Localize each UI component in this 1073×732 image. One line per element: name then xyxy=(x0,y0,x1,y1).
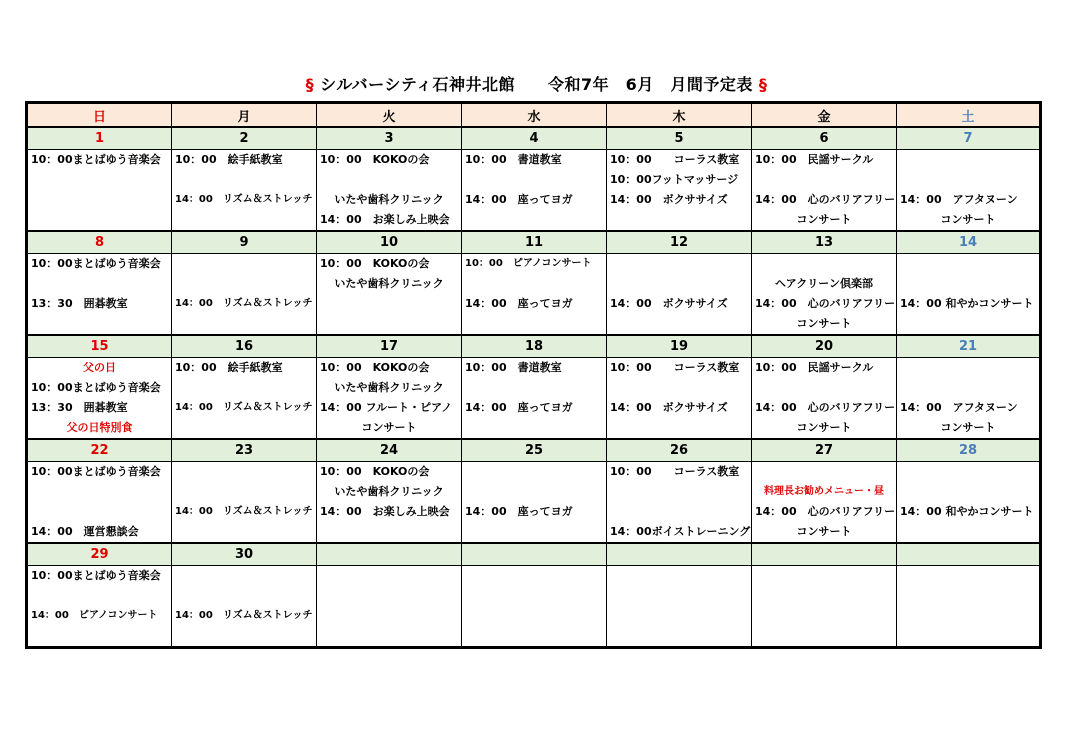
event-line xyxy=(28,170,171,190)
date-cell: 16 xyxy=(172,335,317,358)
event-line xyxy=(317,586,461,606)
day-events-cell xyxy=(607,150,752,232)
event-line xyxy=(897,274,1039,294)
date-cell: 9 xyxy=(172,231,317,254)
event-line: 14：00 心のバリアフリー xyxy=(755,297,896,310)
event-line xyxy=(607,586,751,606)
event-line xyxy=(752,606,896,626)
event-line: 14：00 リズム＆ストレッチ xyxy=(175,298,313,309)
event-line xyxy=(28,210,171,230)
event-line: 料理長お勧めメニュー・昼 xyxy=(764,486,884,497)
event-line: 13：30 囲碁教室 xyxy=(31,401,128,414)
event-line xyxy=(462,378,606,398)
event-line xyxy=(897,586,1039,606)
day-events-cell xyxy=(172,462,317,544)
event-line: 10：00 コーラス教室 xyxy=(610,153,740,166)
day-events-cell xyxy=(317,566,462,648)
event-line xyxy=(462,566,606,586)
date-cell xyxy=(317,543,462,566)
event-line: 14：00 ボクササイズ xyxy=(610,297,728,310)
event-line xyxy=(462,462,606,482)
events-row xyxy=(27,358,1041,440)
event-line: コンサート xyxy=(940,421,996,434)
event-line: 13：30 囲碁教室 xyxy=(31,297,128,310)
event-line xyxy=(752,378,896,398)
day-events-cell xyxy=(462,358,607,440)
date-cell: 7 xyxy=(897,127,1041,150)
date-cell xyxy=(897,543,1041,566)
day-events-cell xyxy=(607,254,752,336)
event-line xyxy=(172,274,316,294)
date-cell: 3 xyxy=(317,127,462,150)
event-line xyxy=(317,294,461,314)
event-line xyxy=(462,586,606,606)
event-line: コンサート xyxy=(796,317,852,330)
event-line: 10：00まとばゆう音楽会 xyxy=(31,153,161,166)
event-line: いたや歯科クリニック xyxy=(334,381,444,394)
day-events-cell xyxy=(897,254,1041,336)
date-cell: 6 xyxy=(752,127,897,150)
event-line: 10：00まとばゆう音楽会 xyxy=(31,465,161,478)
event-line: 10：00 コーラス教室 xyxy=(610,361,740,374)
event-line: 10：00 書道教室 xyxy=(465,153,562,166)
events-row xyxy=(27,150,1041,232)
day-events-cell xyxy=(462,462,607,544)
weekday-header-sun: 日 xyxy=(27,103,172,128)
event-line: いたや歯科クリニック xyxy=(334,485,444,498)
event-line xyxy=(172,462,316,482)
event-line xyxy=(317,314,461,334)
event-line: 14：00 座ってヨガ xyxy=(465,505,573,518)
event-line xyxy=(897,254,1039,274)
event-line xyxy=(897,358,1039,378)
event-line xyxy=(172,522,316,542)
day-events-cell xyxy=(752,254,897,336)
event-line: 14：00 心のバリアフリー xyxy=(755,193,896,206)
event-line xyxy=(897,314,1039,334)
date-cell: 18 xyxy=(462,335,607,358)
event-line xyxy=(172,314,316,334)
event-line xyxy=(462,626,606,646)
day-events-cell xyxy=(752,462,897,544)
event-line: 10：00 民謡サークル xyxy=(755,153,874,166)
weekday-header-wed: 水 xyxy=(462,103,607,128)
event-line: 10：00 KOKOの会 xyxy=(320,257,430,270)
event-line: 14：00 ピアノコンサート xyxy=(31,610,158,621)
event-line xyxy=(607,606,751,626)
event-line xyxy=(28,274,171,294)
date-cell: 1 xyxy=(27,127,172,150)
event-line xyxy=(607,482,751,502)
date-row xyxy=(27,231,1041,254)
section-mark-left: § xyxy=(305,75,315,94)
event-line: 14：00 アフタヌーン xyxy=(900,401,1018,414)
event-line: 10：00まとばゆう音楽会 xyxy=(31,257,161,270)
section-mark-right: § xyxy=(758,75,768,94)
event-line xyxy=(752,254,896,274)
event-line: 10：00 書道教室 xyxy=(465,361,562,374)
event-line xyxy=(752,566,896,586)
date-cell: 30 xyxy=(172,543,317,566)
date-cell: 13 xyxy=(752,231,897,254)
event-line: 10：00フットマッサージ xyxy=(610,173,739,186)
event-line: 父の日 xyxy=(83,361,116,374)
event-line xyxy=(317,606,461,626)
event-line: 父の日特別食 xyxy=(66,421,133,434)
event-line: 14：00 座ってヨガ xyxy=(465,401,573,414)
date-cell: 12 xyxy=(607,231,752,254)
event-line xyxy=(28,482,171,502)
page-title xyxy=(0,72,1073,95)
date-cell: 19 xyxy=(607,335,752,358)
event-line xyxy=(607,314,751,334)
event-line: 10：00 KOKOの会 xyxy=(320,361,430,374)
event-line: 10：00まとばゆう音楽会 xyxy=(31,569,161,582)
day-events-cell xyxy=(897,566,1041,648)
event-line: 10：00 KOKOの会 xyxy=(320,465,430,478)
date-cell: 17 xyxy=(317,335,462,358)
day-events-cell xyxy=(172,358,317,440)
day-events-cell xyxy=(752,358,897,440)
day-events-cell xyxy=(752,150,897,232)
event-line xyxy=(172,378,316,398)
date-cell xyxy=(752,543,897,566)
event-line xyxy=(28,626,171,646)
event-line: 14：00 ボクササイズ xyxy=(610,193,728,206)
event-line xyxy=(172,254,316,274)
event-line: コンサート xyxy=(796,421,852,434)
event-line xyxy=(317,626,461,646)
event-line xyxy=(752,170,896,190)
date-cell: 14 xyxy=(897,231,1041,254)
day-events-cell xyxy=(172,150,317,232)
event-line xyxy=(607,254,751,274)
date-cell: 4 xyxy=(462,127,607,150)
day-events-cell xyxy=(752,566,897,648)
event-line: 14：00 お楽しみ上映会 xyxy=(320,213,450,226)
event-line xyxy=(28,190,171,210)
event-line: 14：00 座ってヨガ xyxy=(465,193,573,206)
event-line: 14：00 リズム＆ストレッチ xyxy=(175,194,313,205)
day-events-cell xyxy=(27,462,172,544)
event-line xyxy=(897,626,1039,646)
date-row xyxy=(27,335,1041,358)
event-line xyxy=(172,170,316,190)
date-row xyxy=(27,127,1041,150)
event-line xyxy=(897,482,1039,502)
event-line: 14：00 座ってヨガ xyxy=(465,297,573,310)
event-line: 10：00 絵手紙教室 xyxy=(175,153,283,166)
day-events-cell xyxy=(317,358,462,440)
event-line: 14：00 リズム＆ストレッチ xyxy=(175,506,313,517)
event-line: 14：00 心のバリアフリー xyxy=(755,401,896,414)
event-line: 14：00 フルート・ピアノ xyxy=(320,401,453,414)
event-line xyxy=(462,170,606,190)
event-line xyxy=(897,150,1039,170)
day-events-cell xyxy=(172,566,317,648)
calendar-title-text: シルバーシティ石神井北館 令和7年 6月 月間予定表 xyxy=(320,75,753,94)
event-line: 14：00 運営懇談会 xyxy=(31,525,139,538)
event-line: 14：00 お楽しみ上映会 xyxy=(320,505,450,518)
day-events-cell xyxy=(27,358,172,440)
date-cell: 15 xyxy=(27,335,172,358)
event-line: コンサート xyxy=(796,525,852,538)
event-line xyxy=(462,482,606,502)
events-row xyxy=(27,462,1041,544)
event-line: 14：00 和やかコンサート xyxy=(900,297,1034,310)
date-row xyxy=(27,439,1041,462)
event-line xyxy=(607,418,751,438)
event-line: コンサート xyxy=(361,421,417,434)
event-line xyxy=(28,502,171,522)
event-line xyxy=(317,522,461,542)
event-line xyxy=(172,418,316,438)
event-line xyxy=(752,626,896,646)
day-events-cell xyxy=(462,150,607,232)
day-events-cell xyxy=(317,462,462,544)
event-line xyxy=(462,522,606,542)
day-events-cell xyxy=(27,566,172,648)
date-cell: 27 xyxy=(752,439,897,462)
events-row xyxy=(27,254,1041,336)
event-line xyxy=(607,274,751,294)
event-line xyxy=(752,586,896,606)
event-line xyxy=(172,566,316,586)
date-cell: 23 xyxy=(172,439,317,462)
date-cell: 22 xyxy=(27,439,172,462)
event-line xyxy=(462,418,606,438)
event-line xyxy=(172,210,316,230)
event-line: いたや歯科クリニック xyxy=(334,193,444,206)
event-line xyxy=(172,482,316,502)
date-cell: 8 xyxy=(27,231,172,254)
event-line xyxy=(28,586,171,606)
events-row xyxy=(27,566,1041,648)
day-events-cell xyxy=(897,358,1041,440)
event-line xyxy=(897,606,1039,626)
event-line xyxy=(607,210,751,230)
event-line xyxy=(607,626,751,646)
event-line: 14：00 ボクササイズ xyxy=(610,401,728,414)
weekday-header-thu: 木 xyxy=(607,103,752,128)
event-line: 14：00 和やかコンサート xyxy=(900,505,1034,518)
day-events-cell xyxy=(172,254,317,336)
day-events-cell xyxy=(897,150,1041,232)
event-line xyxy=(172,626,316,646)
day-events-cell xyxy=(27,254,172,336)
weekday-header-mon: 月 xyxy=(172,103,317,128)
event-line: いたや歯科クリニック xyxy=(334,277,444,290)
event-line: コンサート xyxy=(940,213,996,226)
date-cell: 21 xyxy=(897,335,1041,358)
event-line xyxy=(897,378,1039,398)
event-line xyxy=(462,210,606,230)
event-line xyxy=(172,586,316,606)
weekday-header-fri: 金 xyxy=(752,103,897,128)
day-events-cell xyxy=(462,254,607,336)
day-events-cell xyxy=(607,462,752,544)
date-cell: 24 xyxy=(317,439,462,462)
event-line xyxy=(462,314,606,334)
date-cell: 28 xyxy=(897,439,1041,462)
event-line xyxy=(897,462,1039,482)
event-line: 10：00 ピアノコンサート xyxy=(465,258,592,269)
day-events-cell xyxy=(607,358,752,440)
day-events-cell xyxy=(27,150,172,232)
day-events-cell xyxy=(607,566,752,648)
date-cell: 10 xyxy=(317,231,462,254)
date-cell xyxy=(462,543,607,566)
date-cell: 26 xyxy=(607,439,752,462)
event-line: コンサート xyxy=(796,213,852,226)
event-line: 10：00 コーラス教室 xyxy=(610,465,740,478)
date-cell xyxy=(607,543,752,566)
event-line xyxy=(607,502,751,522)
event-line xyxy=(607,378,751,398)
event-line: 14：00 リズム＆ストレッチ xyxy=(175,402,313,413)
event-line xyxy=(752,462,896,482)
date-row xyxy=(27,543,1041,566)
event-line xyxy=(317,170,461,190)
weekday-header-sat: 土 xyxy=(897,103,1041,128)
event-line xyxy=(317,566,461,586)
event-line: 14：00 心のバリアフリー xyxy=(755,505,896,518)
day-events-cell xyxy=(462,566,607,648)
weekday-header-row xyxy=(27,103,1041,128)
event-line xyxy=(897,566,1039,586)
weekday-header-tue: 火 xyxy=(317,103,462,128)
date-cell: 5 xyxy=(607,127,752,150)
event-line xyxy=(897,522,1039,542)
event-line xyxy=(897,170,1039,190)
event-line xyxy=(28,314,171,334)
event-line: 10：00 KOKOの会 xyxy=(320,153,430,166)
date-cell: 29 xyxy=(27,543,172,566)
event-line: 10：00まとばゆう音楽会 xyxy=(31,381,161,394)
event-line xyxy=(462,606,606,626)
event-line: ヘアクリーン倶楽部 xyxy=(774,277,874,290)
event-line: 14：00ボイストレーニング xyxy=(610,525,751,538)
date-cell: 11 xyxy=(462,231,607,254)
event-line: 10：00 絵手紙教室 xyxy=(175,361,283,374)
day-events-cell xyxy=(317,150,462,232)
event-line: 10：00 民謡サークル xyxy=(755,361,874,374)
date-cell: 20 xyxy=(752,335,897,358)
day-events-cell xyxy=(897,462,1041,544)
event-line xyxy=(607,566,751,586)
date-cell: 2 xyxy=(172,127,317,150)
date-cell: 25 xyxy=(462,439,607,462)
event-line xyxy=(462,274,606,294)
event-line: 14：00 アフタヌーン xyxy=(900,193,1018,206)
event-line: 14：00 リズム＆ストレッチ xyxy=(175,610,313,621)
monthly-calendar xyxy=(25,101,1042,649)
day-events-cell xyxy=(317,254,462,336)
